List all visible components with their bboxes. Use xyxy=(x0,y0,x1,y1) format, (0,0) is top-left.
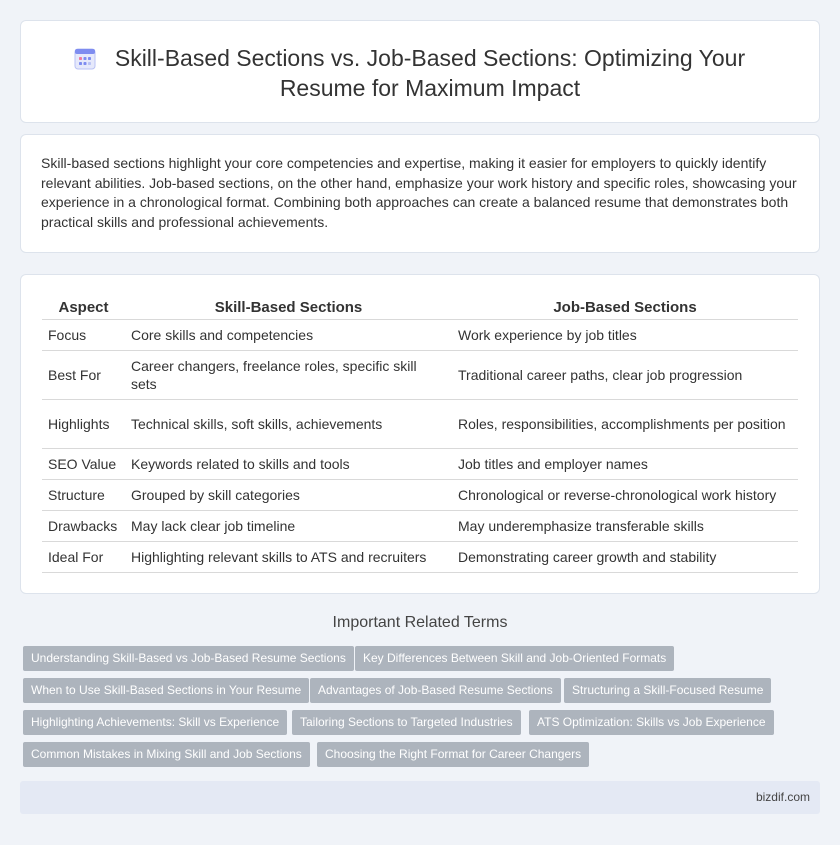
table-row xyxy=(42,510,798,541)
related-terms-heading: Important Related Terms xyxy=(332,614,508,631)
table-cell-aspect: Ideal For xyxy=(42,541,125,572)
related-term-tag[interactable]: Structuring a Skill-Focused Resume xyxy=(564,678,771,703)
footer-bar xyxy=(20,781,820,814)
table-cell-skill: Grouped by skill categories xyxy=(125,479,452,510)
table-cell-aspect: Highlights xyxy=(42,399,125,448)
table-row xyxy=(42,319,798,350)
comparison-table-card xyxy=(20,274,820,594)
table-cell-job: Work experience by job titles xyxy=(452,319,798,350)
table-cell-job: Traditional career paths, clear job progression xyxy=(452,350,798,399)
related-term-tag[interactable]: Key Differences Between Skill and Job-Oriented Formats xyxy=(355,646,674,671)
related-term-tag[interactable]: Choosing the Right Format for Career Changers xyxy=(317,742,589,767)
footer-site-name: bizdif.com xyxy=(755,790,810,804)
table-row xyxy=(42,448,798,479)
table-cell-skill: Core skills and competencies xyxy=(125,319,452,350)
comparison-table xyxy=(42,295,798,573)
table-row xyxy=(42,479,798,510)
table-cell-skill: Technical skills, soft skills, achievements xyxy=(125,399,452,448)
related-term-tag[interactable]: When to Use Skill-Based Sections in Your Resume xyxy=(23,678,309,703)
related-term-tag[interactable]: Common Mistakes in Mixing Skill and Job Sections xyxy=(23,742,310,767)
table-cell-job: Job titles and employer names xyxy=(452,448,798,479)
intro-card xyxy=(20,134,820,253)
table-cell-job: Chronological or reverse-chronological work history xyxy=(452,479,798,510)
table-row xyxy=(42,541,798,572)
page-title: Skill-Based Sections vs. Job-Based Sections: Optimizing Your Resume for Maximum Impact xyxy=(114,45,746,101)
table-header-skill-based: Skill-Based Sections xyxy=(125,295,452,319)
table-cell-aspect: SEO Value xyxy=(42,448,125,479)
table-cell-skill: Career changers, freelance roles, specific skill sets xyxy=(125,350,452,399)
related-term-tag[interactable]: Tailoring Sections to Targeted Industries xyxy=(292,710,521,735)
table-cell-skill: Keywords related to skills and tools xyxy=(125,448,452,479)
table-cell-aspect: Best For xyxy=(42,350,125,399)
table-cell-aspect: Structure xyxy=(42,479,125,510)
related-term-tag[interactable]: ATS Optimization: Skills vs Job Experience xyxy=(529,710,774,735)
table-cell-skill: May lack clear job timeline xyxy=(125,510,452,541)
intro-paragraph: Skill-based sections highlight your core competencies and expertise, making it easier for employers to quickly identify relevant abilities. Job-based sections, on the other hand, emphasize your work history and specific roles, showcasing your experience in a chronological format. Combining both approaches can create a balanced resume that demonstrates both practical skills and professional achievements. xyxy=(41,155,797,230)
table-cell-job: Demonstrating career growth and stability xyxy=(452,541,798,572)
table-row xyxy=(42,350,798,399)
table-cell-aspect: Drawbacks xyxy=(42,510,125,541)
table-cell-aspect: Focus xyxy=(42,319,125,350)
table-cell-skill: Highlighting relevant skills to ATS and recruiters xyxy=(125,541,452,572)
related-term-tag[interactable]: Highlighting Achievements: Skill vs Experience xyxy=(23,710,287,735)
table-header-job-based: Job-Based Sections xyxy=(452,295,798,319)
related-term-tag[interactable]: Advantages of Job-Based Resume Sections xyxy=(310,678,561,703)
table-header-aspect: Aspect xyxy=(42,295,125,319)
table-cell-job: Roles, responsibilities, accomplishments per position xyxy=(452,399,798,448)
table-row xyxy=(42,399,798,448)
table-cell-job: May underemphasize transferable skills xyxy=(452,510,798,541)
title-card xyxy=(20,20,820,123)
related-term-tag[interactable]: Understanding Skill-Based vs Job-Based Resume Sections xyxy=(23,646,354,671)
